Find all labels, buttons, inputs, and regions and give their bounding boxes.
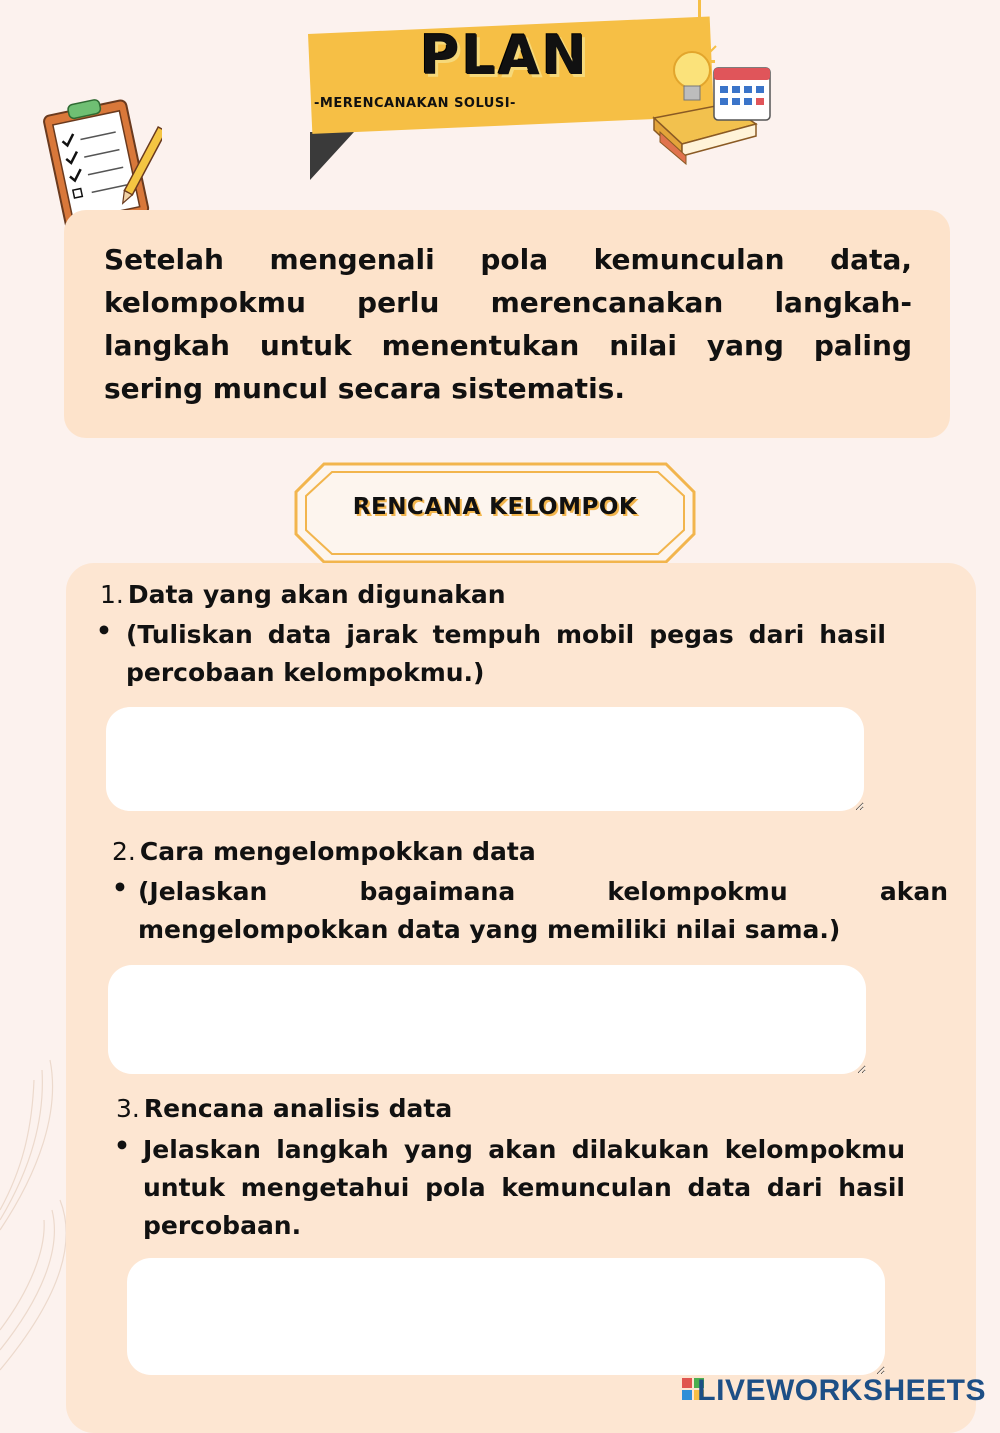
lightbulb-books-calendar-icon [646, 40, 776, 168]
answer-box-3[interactable] [127, 1258, 885, 1375]
page-title: PLAN [420, 24, 589, 87]
question-1-heading [100, 580, 506, 609]
bullet-icon: • [112, 873, 128, 902]
banner-tail [310, 132, 354, 180]
answer-box-1[interactable] [106, 707, 864, 811]
bullet-icon: • [114, 1131, 130, 1160]
question-number: 2. [112, 837, 136, 866]
question-3-heading [116, 1094, 452, 1123]
question-title: Cara mengelompokkan data [139, 837, 536, 866]
question-title: Data yang akan digunakan [127, 580, 506, 609]
question-2-instruction: (Jelaskan bagaimana kelompokmu akan mengelompokkan data yang memiliki nilai sama.) [138, 877, 948, 944]
question-number: 1. [100, 580, 124, 609]
page-subtitle: -MERENCANAKAN SOLUSI- [314, 96, 516, 111]
section-label: RENCANA KELOMPOK [352, 494, 638, 520]
intro-paragraph: Setelah mengenali pola kemunculan data, kelompokmu perlu merencanakan langkah-langkah untuk menentukan nilai yang paling sering muncul secara sistematis. [104, 243, 912, 405]
watermark: LIVEWORKSHEETS [697, 1374, 986, 1407]
question-1-instruction: (Tuliskan data jarak tempuh mobil pegas dari hasil percobaan kelompokmu.) [126, 620, 886, 687]
bullet-icon: • [96, 616, 112, 645]
answer-box-2[interactable] [108, 965, 866, 1074]
question-number: 3. [116, 1094, 140, 1123]
question-3-instruction: Jelaskan langkah yang akan dilakukan kelompokmu untuk mengetahui pola kemunculan data dari hasil percobaan. [143, 1135, 905, 1240]
question-2-heading [112, 837, 536, 866]
question-title: Rencana analisis data [143, 1094, 453, 1123]
